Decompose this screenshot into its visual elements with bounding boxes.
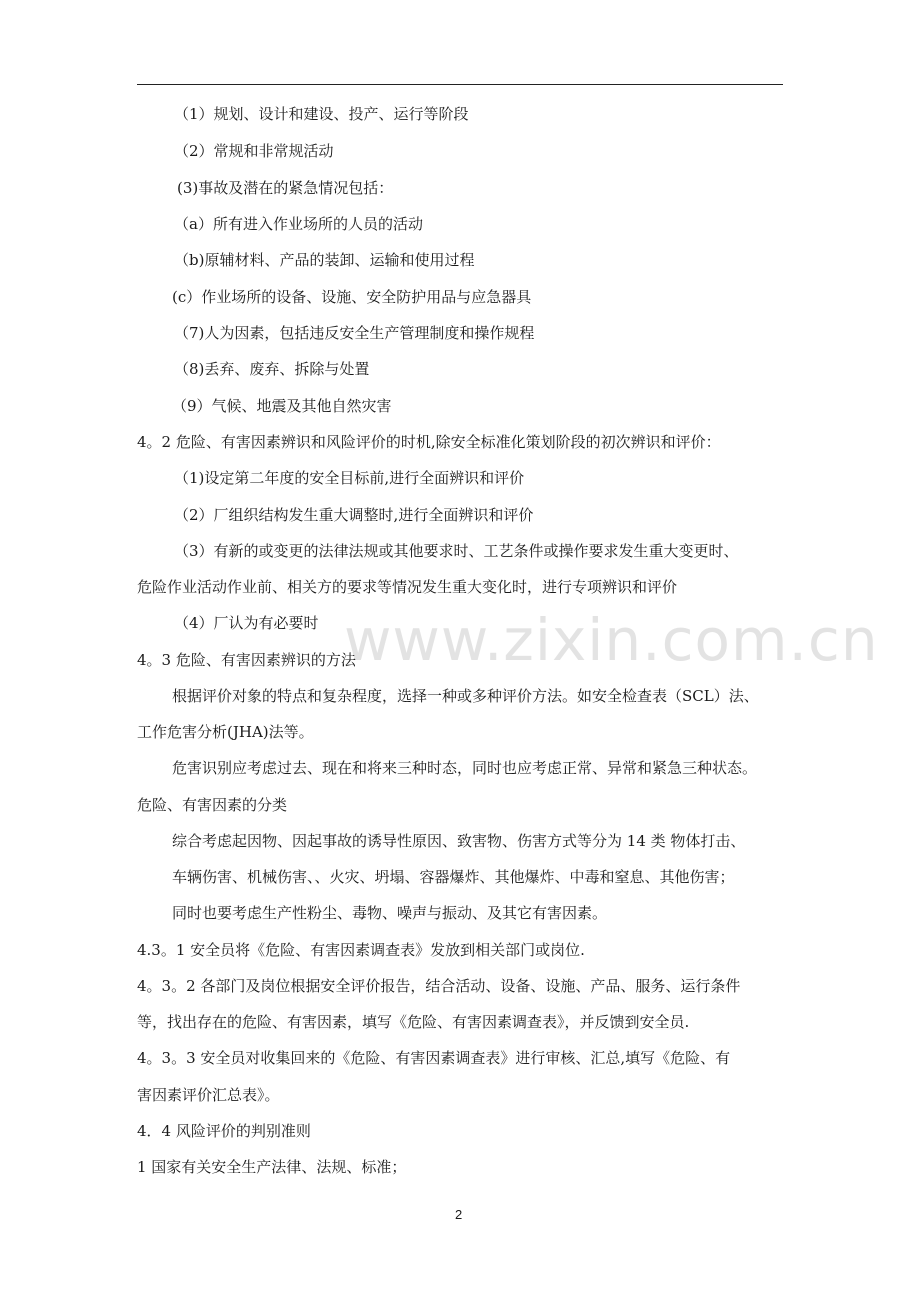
text-line: 害因素评价汇总表》。 [137, 1086, 280, 1104]
text-line: （3）有新的或变更的法律法规或其他要求时、工艺条件或操作要求发生重大变更时、 [174, 542, 739, 560]
text-line: 危险、有害因素的分类 [137, 796, 288, 814]
text-line: 等，找出存在的危险、有害因素，填写《危险、有害因素调查表》，并反馈到安全员. [137, 1013, 690, 1031]
text-line: 4。3。3 安全员对收集回来的《危险、有害因素调查表》进行审核、汇总,填写《危险、有 [137, 1049, 731, 1067]
text-line: （1）规划、设计和建设、投产、运行等阶段 [174, 105, 469, 123]
watermark: www.zixin.com.cn [344, 606, 879, 674]
text-line: （b)原辅材料、产品的装卸、运输和使用过程 [174, 251, 475, 269]
text-line: 1 国家有关安全生产法律、法规、标准； [137, 1158, 407, 1176]
text-line: 4.3。1 安全员将《危险、有害因素调查表》发放到相关部门或岗位. [137, 941, 585, 959]
text-line: 同时也要考虑生产性粉尘、毒物、噪声与振动、及其它有害因素。 [172, 904, 608, 922]
text-line: 危害识别应考虑过去、现在和将来三种时态，同时也应考虑正常、异常和紧急三种状态。 [172, 759, 758, 777]
text-line: 危险作业活动作业前、相关方的要求等情况发生重大变化时，进行专项辨识和评价 [137, 578, 678, 596]
text-line: （9）气候、地震及其他自然灾害 [172, 397, 392, 415]
text-line: 4。3。2 各部门及岗位根据安全评价报告，结合活动、设备、设施、产品、服务、运行条件 [137, 977, 741, 995]
text-line: 车辆伤害、机械伤害、、火灾、坍塌、容器爆炸、其他爆炸、中毒和窒息、其他伤害； [172, 868, 735, 886]
text-line: 综合考虑起因物、因起事故的诱导性原因、致害物、伤害方式等分为 14 类 物体打击、 [172, 832, 746, 850]
page-number: 2 [455, 1207, 463, 1222]
text-line: 工作危害分析(JHA)法等。 [137, 723, 314, 741]
header-rule [137, 84, 783, 85]
text-line: 4。2 危险、有害因素辨识和风险评价的时机,除安全标准化策划阶段的初次辨识和评价： [137, 433, 721, 451]
text-line: （1)设定第二年度的安全目标前,进行全面辨识和评价 [174, 469, 525, 487]
text-line: （2）厂组织结构发生重大调整时,进行全面辨识和评价 [174, 506, 534, 524]
text-line: （7)人为因素，包括违反安全生产管理制度和操作规程 [174, 324, 535, 342]
text-line: 4．4 风险评价的判别准则 [137, 1122, 311, 1140]
text-line: （a）所有进入作业场所的人员的活动 [174, 215, 423, 233]
text-line: （2）常规和非常规活动 [174, 142, 334, 160]
text-line: (c）作业场所的设备、设施、安全防护用品与应急器具 [172, 288, 532, 306]
text-line: （8)丢弃、废弃、拆除与处置 [174, 360, 370, 378]
text-line: 4。3 危险、有害因素辨识的方法 [137, 651, 356, 669]
text-line: 根据评价对象的特点和复杂程度，选择一种或多种评价方法。如安全检查表（SCL）法、 [172, 687, 759, 705]
text-line: （4）厂认为有必要时 [174, 614, 319, 632]
text-line: (3)事故及潜在的紧急情况包括： [177, 179, 394, 197]
